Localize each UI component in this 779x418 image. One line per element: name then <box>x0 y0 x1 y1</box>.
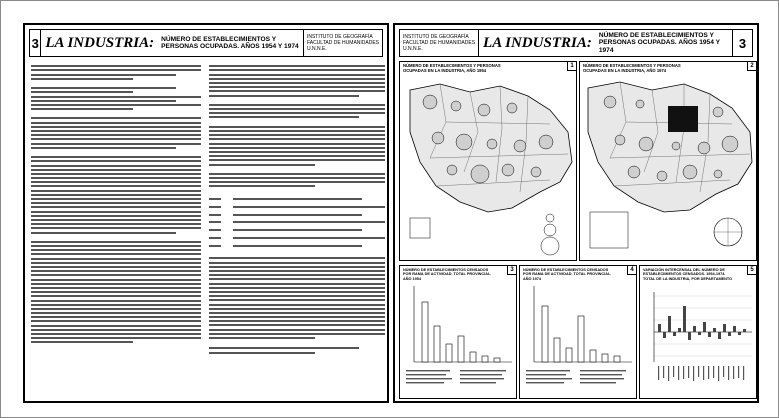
chart-5-title: VARIACIÓN INTERCENSAL DEL NÚMERO DE ESTABLECIMIENTOS CENSADOS. 1954-1974. TOTAL DE LA INDUSTRIA, POR DEPARTAMENTO <box>643 268 733 281</box>
chart-4-number: 4 <box>627 266 636 275</box>
bar <box>554 338 560 362</box>
chart-5-graphic <box>640 266 757 399</box>
text-block <box>31 117 201 148</box>
text-block <box>31 156 201 233</box>
left-page-text-column-2 <box>209 63 385 397</box>
text-block <box>209 257 385 339</box>
footnote-block <box>209 347 385 353</box>
right-page-institute <box>400 30 479 56</box>
bar <box>602 354 608 362</box>
text-block <box>31 87 201 110</box>
bar <box>542 306 548 362</box>
highlighted-department <box>668 106 698 132</box>
text-block <box>209 104 385 119</box>
text-block <box>209 126 385 166</box>
left-page-institute <box>303 30 382 56</box>
text-block <box>31 241 201 344</box>
map-inset <box>410 218 430 238</box>
left-page-subtitle: NÚMERO DE ESTABLECIMIENTOS Y PERSONAS OCUPADAS. AÑOS 1954 Y 1974 <box>161 35 299 50</box>
bar <box>446 344 452 362</box>
map-1954-graphic <box>400 62 577 261</box>
chart-4-legend <box>526 370 626 383</box>
bar <box>422 302 428 362</box>
left-institute-line1: INSTITUTO DE GEOGRAFÍA <box>306 34 373 40</box>
left-institute-line3: U.N.N.E. <box>306 46 327 52</box>
chart-4-title: NÚMERO DE ESTABLECIMIENTOS CENSADOS POR RAMA DE ACTIVIDAD. TOTAL PROVINCIAL. AÑO 1974 <box>523 268 612 281</box>
text-block <box>31 65 201 80</box>
bar <box>494 358 500 362</box>
chart-5-bars <box>658 306 746 340</box>
bar <box>566 348 572 362</box>
left-page-number: 3 <box>30 30 41 56</box>
map-1974-graphic <box>580 62 757 261</box>
bar <box>614 356 620 362</box>
text-block <box>209 65 385 96</box>
chart-3-legend <box>406 370 506 383</box>
chart-establishments-1954 <box>399 265 517 399</box>
map-1974-number: 2 <box>747 62 756 71</box>
map-inset <box>590 212 628 248</box>
bar <box>458 336 464 362</box>
map-1954 <box>399 61 577 261</box>
map-1954-number: 1 <box>567 62 576 71</box>
bar <box>482 356 488 362</box>
chart-3-number: 3 <box>507 266 516 275</box>
right-page-title: LA INDUSTRIA: <box>483 34 592 51</box>
chart-4-graphic <box>520 266 637 399</box>
right-institute-line3: U.N.N.E. <box>403 46 423 52</box>
left-page <box>23 23 389 403</box>
chart-establishments-1974 <box>519 265 637 399</box>
map-legend-circles <box>541 214 559 255</box>
left-page-header <box>29 29 383 57</box>
activity-code-table <box>209 196 385 250</box>
left-institute-line2: FACULTAD DE HUMANIDADES <box>306 40 379 46</box>
map-1974-title: NÚMERO DE ESTABLECIMIENTOS Y PERSONAS OCUPADAS EN LA INDUSTRIA, AÑO 1974 <box>583 63 681 73</box>
right-institute-line2: FACULTAD DE HUMANIDADES <box>403 40 476 46</box>
bar <box>470 352 476 362</box>
chart-5-axis-labels <box>658 366 744 381</box>
bar <box>590 350 596 362</box>
bar <box>578 316 584 362</box>
right-page-number: 3 <box>732 30 752 56</box>
right-institute-line1: INSTITUTO DE GEOGRAFÍA <box>403 34 469 40</box>
chart-intercensal-variation <box>639 265 757 399</box>
right-page <box>393 23 759 403</box>
chart-3-graphic <box>400 266 517 399</box>
map-1974 <box>579 61 757 261</box>
right-page-header <box>399 29 753 57</box>
left-page-text-column-1 <box>31 63 201 397</box>
text-block <box>209 173 385 188</box>
left-page-title: LA INDUSTRIA: <box>45 34 155 51</box>
chart-3-title: NÚMERO DE ESTABLECIMIENTOS CENSADOS POR RAMA DE ACTIVIDAD. TOTAL PROVINCIAL. AÑO 1954 <box>403 268 492 281</box>
right-page-subtitle: NÚMERO DE ESTABLECIMIENTOS Y PERSONAS OCUPADAS. AÑOS 1954 Y 1974 <box>598 32 720 54</box>
chart-5-number: 5 <box>747 266 756 275</box>
bar <box>434 326 440 362</box>
map-1954-title: NÚMERO DE ESTABLECIMIENTOS Y PERSONAS OCUPADAS EN LA INDUSTRIA, AÑO 1954 <box>403 63 501 73</box>
